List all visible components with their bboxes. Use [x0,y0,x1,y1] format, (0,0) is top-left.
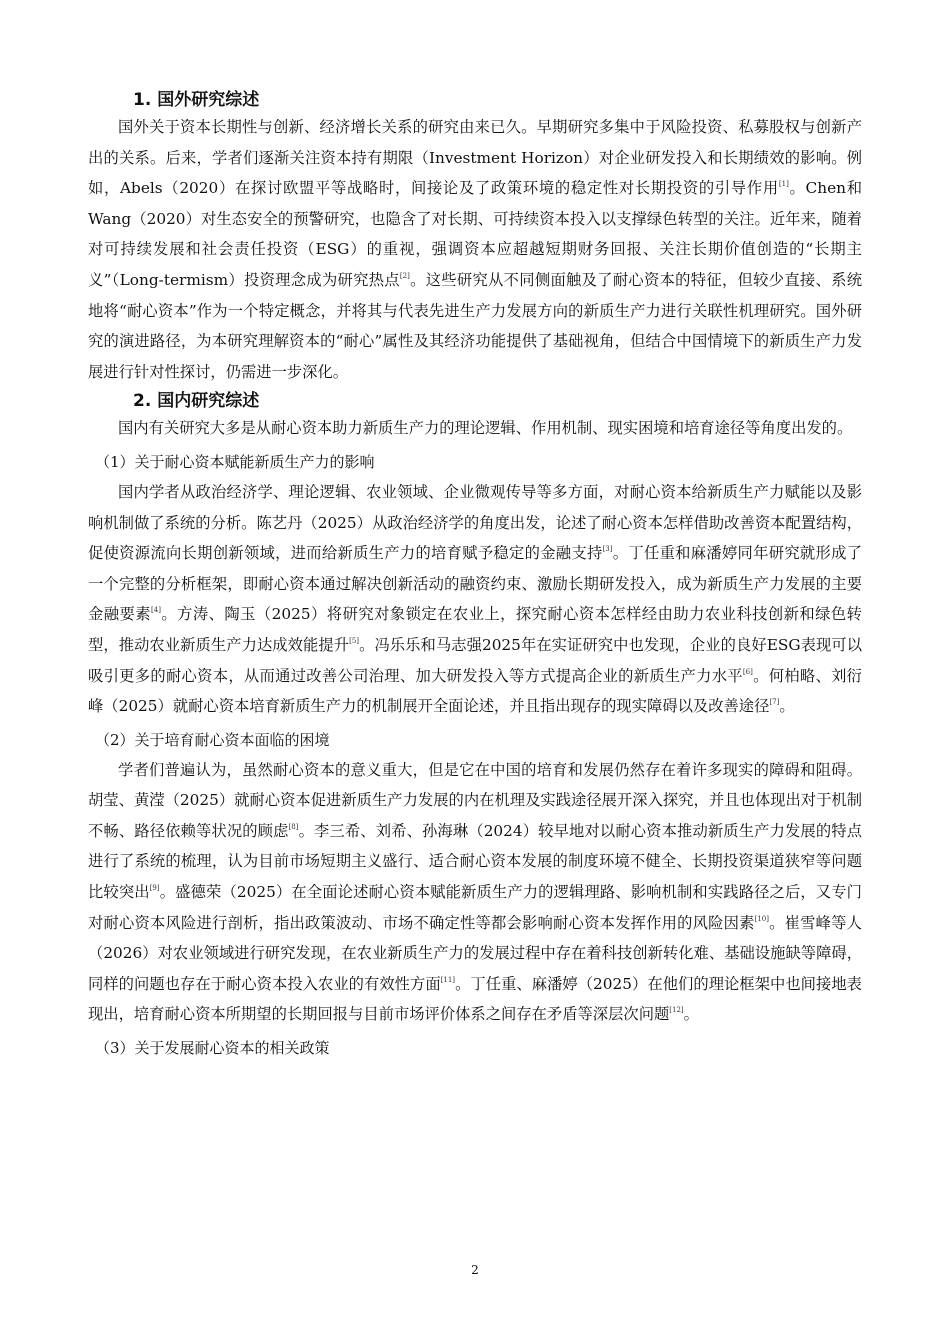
paragraph-text: 。丁任重、麻潘婷（2025）在他们的理论框架中也间接地表现出，培育耐心资本所期望的长期回报与目前市场评价体系之间存在矛盾等深层次问题 [88,974,862,1024]
citation-marker: [6] [742,667,753,676]
citation-marker: [5] [349,636,360,645]
citation-marker: [4] [151,606,161,615]
citation-marker: [9] [149,884,160,893]
citation-marker: [1] [778,180,789,189]
paragraph-text: 学者们普遍认为，虽然耐心资本的意义重大，但是它在中国的培育和发展仍然存在着许多现实的障碍和阻碍。胡莹、黄滢（2025）就耐心资本促进新质生产力发展的内在机理及实践途径展开深入探究，并且也体现出对于机制不畅、路径依赖等状况的顾虑 [88,760,862,840]
paragraph-text: 。崔雪峰等人（2026）对农业领域进行研究发现，在农业新质生产力的发展过程中存在着科技创新转化难、基础设施缺等障碍，同样的问题也存在于耐心资本投入农业的有效性方面 [88,913,862,993]
paragraph-text: 。方涛、陶玉（2025）将研究对象锁定在农业上，探究耐心资本怎样经由助力农业科技创新和绿色转型，推动农业新质生产力达成效能提升 [88,605,862,654]
paragraph-text: 。这些研究从不同侧面触及了耐心资本的特征，但较少直接、系统地将“耐心资本”作为一个特定概念，并将其与代表先进生产力发展方向的新质生产力进行关联性机理研究。国外研究的演进路径，为本研究理解资本的“耐心”属性及其经济功能提供了基础视角，但结合中国情境下的新质生产力发展进行针对性探讨，仍需进一步深化。 [88,270,862,381]
section-heading-foreign-review: 1. 国外研究综述 [133,90,260,110]
subheading-cultivation-difficulties: （2）关于培育耐心资本面临的困境 [95,730,330,749]
page-content [88,88,862,1063]
citation-marker: [12] [669,1006,684,1015]
paragraph-text: 。盛德荣（2025）在全面论述耐心资本赋能新质生产力的逻辑理路、影响机制和实践路径之后，又专门对耐心资本风险进行剖析，指出政策波动、市场不确定性等都会影响耐心资本发挥作用的风险因素 [88,883,862,932]
citation-marker: [8] [288,822,299,831]
paragraph-text: 。李三希、刘希、孙海琳（2024）较早地对以耐心资本推动新质生产力发展的特点进行了系统的梳理，认为目前市场短期主义盛行、适合耐心资本发展的制度环境不健全、长期投资渠道狭窄等问题比较突出 [88,821,862,902]
subheading-empowerment-impact: （1）关于耐心资本赋能新质生产力的影响 [95,452,375,471]
subheading-related-policies: （3）关于发展耐心资本的相关政策 [95,1039,330,1058]
paragraph-text: 。冯乐乐和马志强2025年在实证研究中也发现，企业的良好ESG表现可以吸引更多的耐心资本，从而通过改善公司治理、加大研发投入等方式提高企业的新质生产力水平 [88,635,862,685]
paragraph-foreign-review [88,112,862,387]
paragraph-text: 。 [683,1005,699,1024]
paragraph-domestic-intro: 国内有关研究大多是从耐心资本助力新质生产力的理论逻辑、作用机制、现实困境和培育途径等角度出发的。 [118,419,853,438]
paragraph-text: 国外关于资本长期性与创新、经济增长关系的研究由来已久。早期研究多集中于风险投资、私募股权与创新产出的关系。后来，学者们逐渐关注资本持有期限（Investment Horizon）对企业研发投入和长期绩效的影响。例如，Abels（2020）在探讨欧盟平等战略时，间接论及了政策环境的稳定性对长期投资的引导作用 [88,118,862,198]
citation-marker: [3] [602,545,613,554]
paragraph-text: 。Chen和Wang（2020）对生态安全的预警研究，也隐含了对长期、可持续资本投入以支撑绿色转型的关注。近年来，随着对可持续发展和社会责任投资（ESG）的重视，强调资本应超越短期财务回报、关注长期价值创造的“长期主义”（Long-termism）投资理念成为研究热点 [88,179,862,289]
paragraph-text: 。丁任重和麻潘婷同年研究就形成了一个完整的分析框架，即耐心资本通过解决创新活动的融资约束、激励长期研发投入，成为新质生产力发展的主要金融要素 [88,544,862,624]
paragraph-empowerment-impact [88,477,862,722]
paragraph-cultivation-difficulties [88,755,862,1030]
citation-marker: [7] [769,698,780,707]
paragraph-text: 国内学者从政治经济学、理论逻辑、农业领域、企业微观传导等多方面，对耐心资本给新质生产力赋能以及影响机制做了系统的分析。陈艺丹（2025）从政治经济学的角度出发，论述了耐心资本怎样借助改善资本配置结构，促使资源流向长期创新领域，进而给新质生产力的培育赋予稳定的金融支持 [88,482,862,563]
citation-marker: [10] [754,914,769,923]
section-heading-domestic-review: 2. 国内研究综述 [133,391,260,412]
paragraph-text: 。何柏略、刘衍峰（2025）就耐心资本培育新质生产力的机制展开全面论述，并且指出现存的现实障碍以及改善途径 [88,666,862,716]
citation-marker: [11] [440,975,456,984]
citation-marker: [2] [399,271,410,280]
paragraph-text: 。 [779,697,795,716]
page-number: 2 [471,1263,479,1277]
